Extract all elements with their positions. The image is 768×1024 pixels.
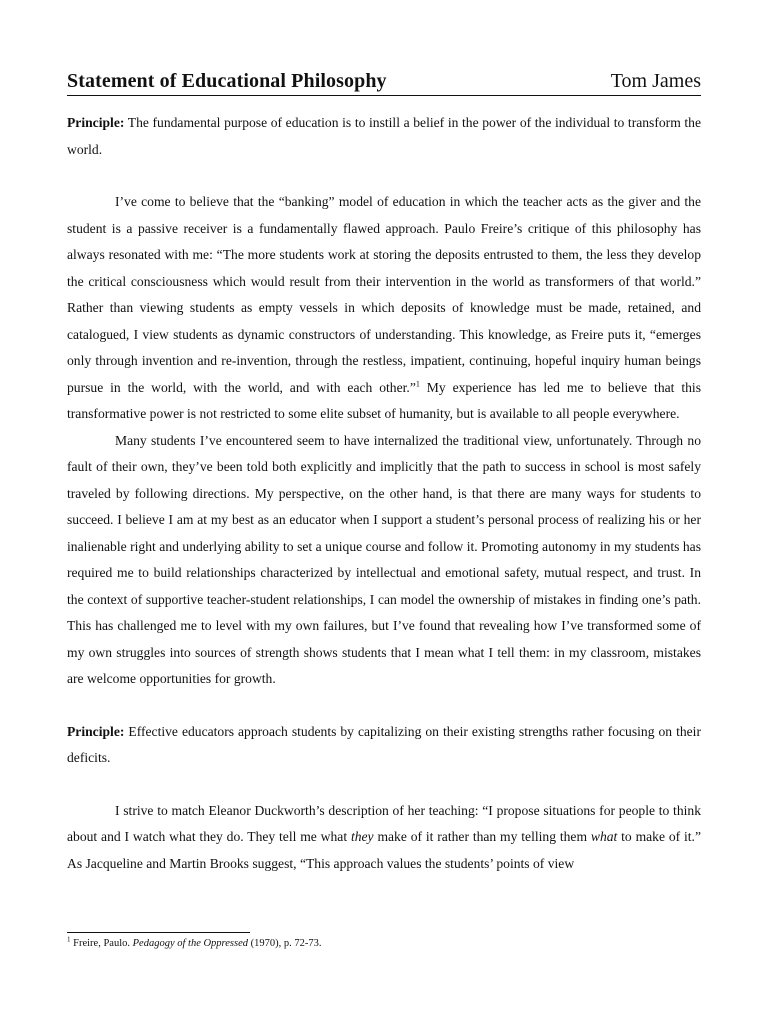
principle-1-label: Principle: <box>67 115 125 130</box>
document-title: Statement of Educational Philosophy <box>67 70 387 92</box>
paragraph-3-part-c: to make of it.” As Jacqueline and Martin Brooks suggest, “This approach values the students’ points of view <box>67 829 701 871</box>
author-name: Tom James <box>610 70 701 92</box>
paragraph-1 <box>67 189 701 428</box>
footnote-reference-1[interactable]: 1 <box>415 378 420 388</box>
paragraph-3 <box>67 798 701 878</box>
paragraph-3-part-a: I strive to match Eleanor Duckworth’s description of her teaching: “I propose situations for people to think about and I watch what they do. They tell me what <box>67 802 701 844</box>
document-body <box>67 110 701 877</box>
paragraph-1-part-a: I’ve come to believe that the “banking” model of education in which the teacher acts as the giver and the student is a passive receiver is a fundamentally flawed approach. Paulo Freire’s critique of this philosophy has always resonated with me: “The more students work at storing the deposits entrusted to them, the less they develop the critical consciousness which would result from their intervention in the world as transformers of that world.” Rather than viewing students as empty vessels in which deposits of knowledge must be made, retained, and catalogued, I view students as dynamic constructors of understanding. This knowledge, as Freire puts it, “emerges only through invention and re-invention, through the restless, impatient, continuing, hopeful inquiry human beings pursue in the world, with the world, and with each other.” <box>67 194 701 395</box>
page-header <box>67 70 701 96</box>
footnote-author: Freire, Paulo. <box>73 938 130 949</box>
footnote-1 <box>67 937 701 951</box>
footnote-mark: 1 <box>67 935 71 944</box>
principle-2-label: Principle: <box>67 723 125 739</box>
principle-2 <box>67 719 701 772</box>
paragraph-2: Many students I’ve encountered seem to have internalized the traditional view, unfortunately. Through no fault of their own, they’ve been told both explicitly and implicitly that the path to success in school is most safely traveled by following directions. My perspective, on the other hand, is that there are many ways for students to succeed. I believe I am at my best as an educator when I support a student’s personal process of realizing his or her inalienable right and underlying ability to set a unique course and follow it. Promoting autonomy in my students has required me to build relationships characterized by intellectual and emotional safety, mutual respect, and trust. In the context of supportive teacher-student relationships, I can model the ownership of mistakes in finding one’s path. This has challenged me to level with my own failures, but I’ve found that revealing how I’ve transformed some of my own struggles into sources of strength shows students that I mean what I tell them: in my classroom, mistakes are welcome opportunities for growth. <box>67 432 701 686</box>
principle-2-text: Effective educators approach students by capitalizing on their existing strengths rather focusing on their deficits. <box>67 723 701 765</box>
paragraph-3-part-b: make of it rather than my telling them <box>373 829 591 844</box>
paragraph-3-emphasis-what: what <box>590 829 618 844</box>
principle-1-text: The fundamental purpose of education is to instill a belief in the power of the individual to transform the world. <box>67 115 701 157</box>
footnote-book-title: Pedagogy of the Oppressed <box>132 938 249 949</box>
paragraph-1-part-b: My experience has led me to believe that this transformative power is not restricted to some elite subset of humanity, but is available to all people everywhere. <box>67 379 701 421</box>
footnote-divider <box>67 932 250 933</box>
footnote-details: (1970), p. 72-73. <box>250 938 322 949</box>
principle-1 <box>67 110 701 163</box>
paragraph-3-emphasis-they: they <box>350 829 374 844</box>
